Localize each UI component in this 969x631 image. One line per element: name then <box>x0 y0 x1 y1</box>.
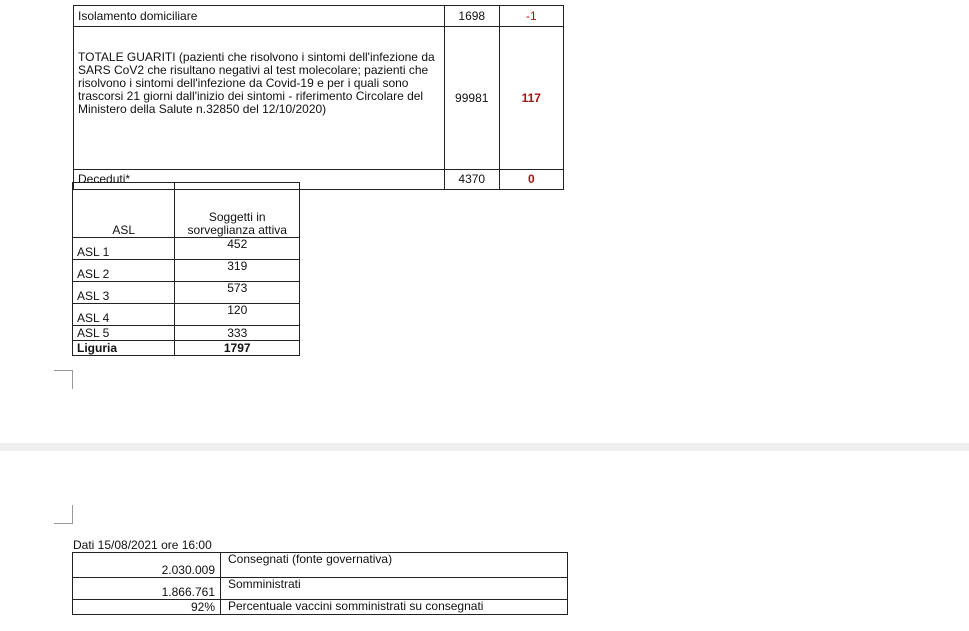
asl-value: 573 <box>175 282 300 304</box>
row-delta: 117 <box>499 27 563 170</box>
asl-value: 120 <box>175 304 300 326</box>
asl-name: ASL 5 <box>73 326 175 341</box>
vaccine-label: Consegnati (fonte governativa) <box>221 553 568 578</box>
row-delta: 0 <box>499 170 563 190</box>
asl-value: 319 <box>175 260 300 282</box>
asl-name: ASL 1 <box>73 238 175 260</box>
table-total-row <box>73 341 300 356</box>
table-row <box>73 260 300 282</box>
vaccine-caption: Dati 15/08/2021 ore 16:00 <box>73 538 212 552</box>
table-row <box>73 304 300 326</box>
vaccine-label: Percentuale vaccini somministrati su consegnati <box>221 600 568 615</box>
table-row <box>73 326 300 341</box>
row-value: 1698 <box>444 6 499 27</box>
asl-table <box>72 182 300 356</box>
page-corner-marker <box>54 505 73 524</box>
page-separator <box>0 443 969 451</box>
asl-name: ASL 4 <box>73 304 175 326</box>
table-row <box>74 6 564 27</box>
vaccine-table <box>72 552 568 615</box>
row-label: Isolamento domiciliare <box>74 6 445 27</box>
row-delta: -1 <box>499 6 563 27</box>
row-value: 4370 <box>444 170 499 190</box>
table-row <box>73 600 568 615</box>
asl-value: 452 <box>175 238 300 260</box>
row-value: 99981 <box>444 27 499 170</box>
vaccine-label: Somministrati <box>221 578 568 600</box>
row-label: TOTALE GUARITI (pazienti che risolvono i sintomi dell'infezione da SARS CoV2 che risultano negativi al test molecolare; pazienti che risolvono i sintomi dell'infezione da Covid-19 e per i quali sono trascorsi 21 giorni dall'inizio dei sintomi - riferimento Circolare del Ministero della Salute n.32850 del 12/10/2020) <box>74 27 445 170</box>
asl-value: 333 <box>175 326 300 341</box>
table-header-row <box>73 183 300 238</box>
vaccine-value: 1.866.761 <box>73 578 221 600</box>
total-label: Liguria <box>73 341 175 356</box>
table-row <box>73 238 300 260</box>
table-row <box>73 282 300 304</box>
vaccine-value: 2.030.009 <box>73 553 221 578</box>
total-value: 1797 <box>175 341 300 356</box>
header-value: Soggetti in sorveglianza attiva <box>175 183 300 238</box>
header-asl: ASL <box>73 183 175 238</box>
summary-table <box>73 5 564 190</box>
asl-name: ASL 2 <box>73 260 175 282</box>
row-label: Deceduti* <box>74 170 445 190</box>
page-corner-marker <box>54 370 73 389</box>
vaccine-value: 92% <box>73 600 221 615</box>
asl-name: ASL 3 <box>73 282 175 304</box>
table-row <box>74 27 564 170</box>
table-row <box>73 578 568 600</box>
table-row <box>73 553 568 578</box>
